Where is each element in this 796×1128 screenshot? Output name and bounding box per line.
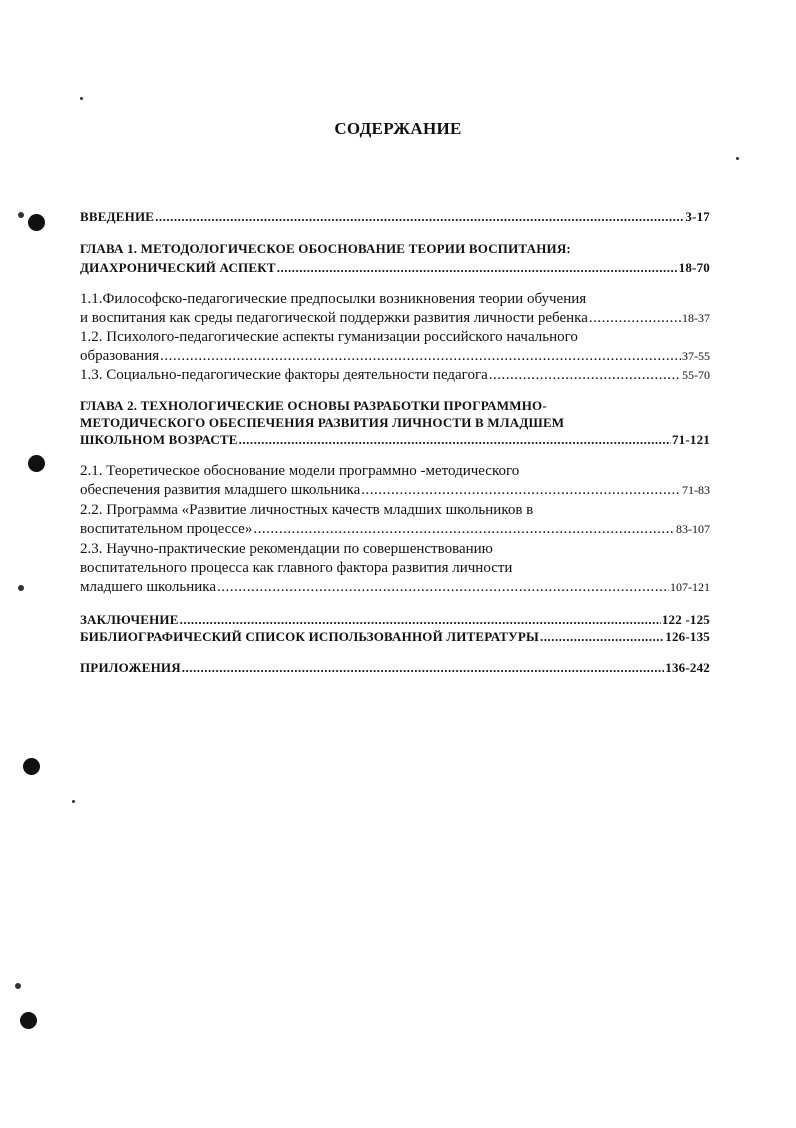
scan-speck	[80, 97, 83, 100]
section-title: 2.1. Теоретическое обоснование модели программно -методического	[80, 463, 520, 479]
page-title: СОДЕРЖАНИЕ	[334, 119, 462, 138]
toc-chapter-2	[80, 398, 710, 451]
toc-chapter-1	[80, 241, 710, 279]
section-title: 2.2. Программа «Развитие личностных качеств младших школьников в	[80, 502, 534, 518]
page-range: 71-83	[682, 483, 710, 497]
toc-section-1-2	[80, 329, 710, 367]
toc-entry-bibliography	[80, 629, 710, 646]
toc-section-1-3	[80, 367, 710, 386]
page-range: 122 -125	[661, 612, 710, 627]
scan-speck	[736, 157, 739, 160]
toc-section-2-2	[80, 502, 710, 540]
toc-section-1-1	[80, 291, 710, 329]
chapter-heading: ГЛАВА 2. ТЕХНОЛОГИЧЕСКИЕ ОСНОВЫ РАЗРАБОТКИ ПРОГРАММНО-	[80, 398, 547, 413]
page-range: 136-242	[665, 660, 710, 675]
leader-dots	[155, 209, 684, 225]
leader-dots	[361, 482, 681, 499]
leader-dots	[589, 310, 681, 327]
leader-dots	[277, 260, 678, 276]
section-title: образования	[80, 348, 160, 364]
toc-section-2-3	[80, 541, 710, 598]
section-title: 1.1.Философско-педагогические предпосылки возникновения теории обучения	[80, 291, 587, 307]
leader-dots	[239, 432, 671, 448]
toc-entry-title: ЗАКЛЮЧЕНИЕ	[80, 612, 179, 627]
leader-dots	[253, 521, 675, 538]
punch-hole	[28, 214, 45, 231]
section-title: 1.2. Психолого-педагогические аспекты гуманизации российского начального	[80, 329, 578, 345]
section-title: обеспечения развития младшего школьника	[80, 482, 361, 498]
page-range: 55-70	[682, 368, 710, 382]
leader-dots	[160, 348, 681, 365]
scan-speck	[15, 983, 21, 989]
page-range: 37-55	[682, 349, 710, 363]
page-range: 18-70	[678, 260, 710, 275]
section-title: воспитательного процесса как главного фактора развития личности	[80, 560, 513, 576]
page-range: 107-121	[670, 580, 710, 594]
chapter-heading: ШКОЛЬНОМ ВОЗРАСТЕ	[80, 432, 238, 447]
leader-dots	[217, 579, 669, 596]
leader-dots	[540, 629, 664, 645]
page-range: 126-135	[665, 629, 710, 644]
section-title: младшего школьника	[80, 579, 216, 595]
scan-speck	[72, 800, 75, 803]
toc-entry-title: ПРИЛОЖЕНИЯ	[80, 660, 181, 675]
leader-dots	[182, 660, 664, 676]
scan-speck	[18, 212, 24, 218]
toc-section-2-1	[80, 463, 710, 501]
punch-hole	[20, 1012, 37, 1029]
section-title: 2.3. Научно-практические рекомендации по совершенствованию	[80, 541, 493, 557]
page-range: 71-121	[671, 432, 710, 447]
toc-entry-conclusion	[80, 612, 710, 646]
chapter-heading: ДИАХРОНИЧЕСКИЙ АСПЕКТ	[80, 260, 276, 275]
leader-dots	[180, 612, 661, 628]
page-range: 3-17	[685, 209, 710, 224]
toc-entry-title: БИБЛИОГРАФИЧЕСКИЙ СПИСОК ИСПОЛЬЗОВАННОЙ ЛИТЕРАТУРЫ	[80, 629, 539, 644]
section-title: воспитательном процессе»	[80, 521, 253, 537]
leader-dots	[489, 367, 681, 384]
page-range: 18-37	[682, 311, 710, 325]
punch-hole	[28, 455, 45, 472]
toc-entry-title: ВВЕДЕНИЕ	[80, 209, 155, 224]
section-title: 1.3. Социально-педагогические факторы деятельности педагога	[80, 367, 488, 383]
section-title: и воспитания как среды педагогической поддержки развития личности ребенка	[80, 310, 588, 326]
punch-hole	[23, 758, 40, 775]
scan-speck	[18, 585, 24, 591]
chapter-heading: МЕТОДИЧЕСКОГО ОБЕСПЕЧЕНИЯ РАЗВИТИЯ ЛИЧНОСТИ В МЛАДШЕМ	[80, 415, 565, 430]
toc-entry-intro	[80, 209, 710, 228]
chapter-heading: ГЛАВА 1. МЕТОДОЛОГИЧЕСКОЕ ОБОСНОВАНИЕ ТЕОРИИ ВОСПИТАНИЯ:	[80, 241, 571, 256]
toc-entry-appendix	[80, 660, 710, 679]
page-range: 83-107	[676, 522, 710, 536]
